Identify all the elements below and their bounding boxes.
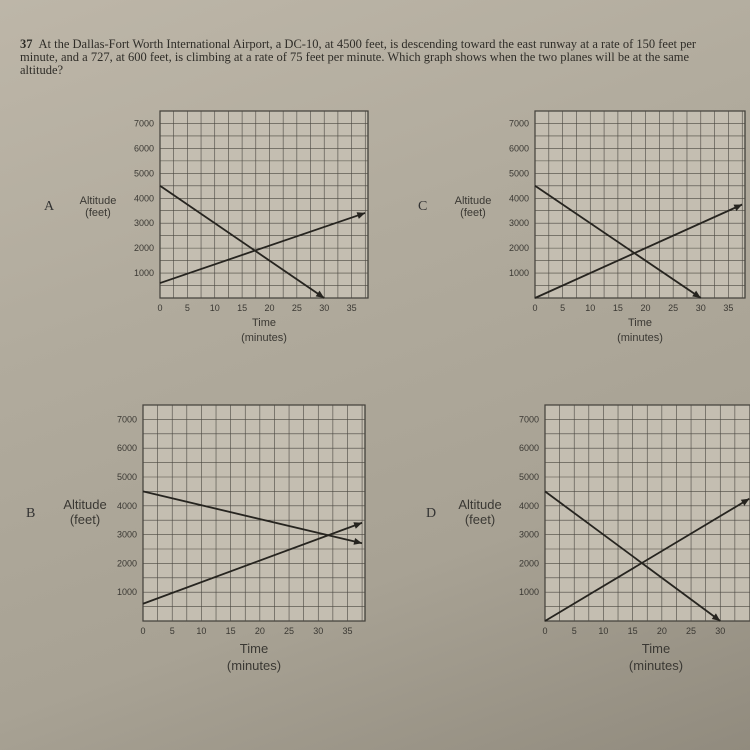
x-tick-label: 30	[319, 303, 330, 313]
y-tick-label: 1000	[518, 587, 539, 598]
y-tick-label: 2000	[508, 243, 529, 254]
x-tick-label: 30	[313, 626, 324, 636]
y-tick-label: 5000	[116, 472, 137, 482]
x-axis-title: Time	[627, 317, 653, 329]
y-tick-label: 5000	[518, 472, 539, 482]
x-tick-label: 5	[571, 626, 577, 636]
y-tick-label: 7000	[133, 118, 154, 129]
x-tick-label: 25	[668, 303, 679, 313]
x-tick-label: 30	[695, 303, 706, 313]
x-tick-label: 15	[612, 303, 623, 313]
x-tick-label: 15	[225, 626, 236, 636]
x-axis-title: Time	[251, 317, 277, 329]
x-tick-label: 20	[640, 303, 651, 313]
x-axis-title-unit: (minutes)	[628, 658, 684, 673]
x-tick-label: 35	[342, 626, 353, 636]
x-tick-label: 20	[254, 626, 265, 636]
y-tick-label: 6000	[133, 143, 154, 154]
x-tick-label: 5	[560, 303, 566, 313]
x-tick-label: 35	[723, 303, 734, 313]
y-tick-label: 4000	[508, 193, 529, 204]
y-axis-title: Altitude	[79, 195, 117, 207]
x-tick-label: 20	[656, 626, 667, 636]
x-tick-label: 0	[140, 626, 146, 636]
y-axis-title-unit: (feet)	[464, 512, 496, 527]
x-axis-title: Time	[239, 641, 269, 656]
y-axis-title-unit: (feet)	[85, 207, 111, 219]
y-tick-label: 6000	[508, 143, 529, 154]
y-tick-label: 7000	[116, 414, 137, 425]
option-letter-c: C	[418, 199, 428, 214]
x-tick-label: 20	[264, 303, 275, 313]
question-number: 37	[20, 37, 33, 51]
x-tick-label: 0	[157, 303, 163, 313]
y-axis-title: Altitude	[63, 497, 107, 512]
y-tick-label: 1000	[508, 268, 529, 279]
x-tick-label: 0	[532, 303, 538, 313]
x-tick-label: 35	[346, 303, 357, 313]
x-tick-label: 25	[686, 626, 697, 636]
x-tick-label: 25	[291, 303, 302, 313]
option-letter-a: A	[44, 199, 55, 214]
y-tick-label: 5000	[133, 168, 154, 179]
question-body: At the Dallas-Fort Worth International Airport, a DC-10, at 4500 feet, is descending toward the east runway at a rate of 150 feet per minute, and a 727, at 600 feet, is climbing at a rate of 75 feet per minute. Which graph shows when the two planes will be at the same altitude?	[20, 37, 697, 77]
x-tick-label: 5	[169, 626, 175, 636]
y-tick-label: 6000	[116, 443, 137, 454]
x-tick-label: 10	[209, 303, 220, 313]
x-axis-title-unit: (minutes)	[226, 658, 282, 673]
x-tick-label: 15	[627, 626, 638, 636]
y-tick-label: 3000	[116, 529, 137, 540]
x-tick-label: 5	[184, 303, 190, 313]
x-axis-title-unit: (minutes)	[241, 332, 287, 344]
y-tick-label: 2000	[518, 558, 539, 569]
y-tick-label: 2000	[133, 243, 154, 254]
y-tick-label: 4000	[133, 193, 154, 204]
y-tick-label: 4000	[116, 500, 137, 511]
y-tick-label: 1000	[133, 268, 154, 279]
y-tick-label: 1000	[116, 587, 137, 598]
y-tick-label: 6000	[518, 443, 539, 454]
x-tick-label: 10	[196, 626, 207, 636]
option-letter-b: B	[26, 506, 36, 521]
y-tick-label: 4000	[518, 500, 539, 511]
x-tick-label: 0	[542, 626, 548, 636]
y-tick-label: 2000	[116, 558, 137, 569]
y-axis-title-unit: (feet)	[69, 512, 101, 527]
y-tick-label: 5000	[508, 168, 529, 179]
y-tick-label: 3000	[508, 218, 529, 229]
x-tick-label: 10	[585, 303, 596, 313]
x-axis-title-unit: (minutes)	[617, 332, 663, 344]
y-tick-label: 7000	[508, 118, 529, 129]
y-axis-title-unit: (feet)	[460, 207, 486, 219]
x-tick-label: 25	[284, 626, 295, 636]
x-axis-title: Time	[641, 641, 671, 656]
x-tick-label: 30	[715, 626, 726, 636]
y-axis-title: Altitude	[454, 195, 492, 207]
x-tick-label: 15	[237, 303, 248, 313]
option-letter-d: D	[426, 506, 437, 521]
y-axis-title: Altitude	[458, 497, 502, 512]
y-tick-label: 3000	[133, 218, 154, 229]
y-tick-label: 7000	[518, 414, 539, 425]
x-tick-label: 10	[598, 626, 609, 636]
y-tick-label: 3000	[518, 529, 539, 540]
